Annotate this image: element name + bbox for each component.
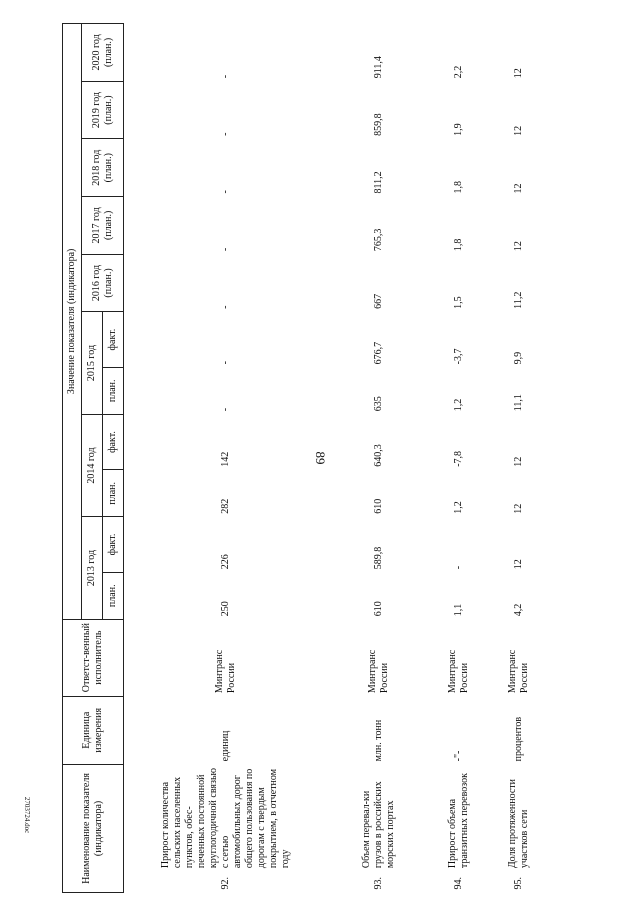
row-name: Доля протяженности участков сети [506, 778, 530, 869]
value-2016-plan: 11,2 [512, 291, 524, 309]
header-2019: 2019 год (план.) [82, 81, 124, 139]
value-2014-fact: 640,3 [372, 444, 384, 467]
header-2015: 2015 год [82, 312, 103, 414]
value-2017-plan: 12 [512, 241, 524, 252]
row-unit: млн. тонн [372, 719, 384, 762]
value-2013-plan: 610 [372, 601, 384, 617]
footer-doc-code [20, 740, 34, 890]
header-2015-fact: факт. [103, 312, 124, 368]
row-executor: Минтранс России [214, 649, 238, 694]
value-2013-fact: 589,8 [372, 546, 384, 570]
value-2019-plan: 1,9 [452, 123, 464, 136]
header-value-group: Значение показателя (индикатора) [63, 24, 82, 620]
row-name: Прирост количества сельских населенных пунктов, обес-печенных постоянной круглогодичной связью с сетью автомобильных дорог общего пользования по дорогам с твердым покрытием, в отчетном году [160, 768, 292, 869]
page-number-text: 89 [313, 451, 328, 465]
row-executor: Минтранс России [366, 649, 390, 694]
header-2014-plan: план. [103, 470, 124, 517]
value-2015-fact: -3,7 [452, 348, 464, 365]
row-unit: единиц [220, 730, 232, 762]
value-2017-plan: 1,8 [452, 238, 464, 252]
value-2013-fact: 12 [512, 559, 524, 570]
row-name: Объем перевал-ки грузов в российских морских портах [360, 781, 396, 869]
row-index: 95. [512, 877, 524, 890]
header-2013-plan: план. [103, 572, 124, 619]
table-header [63, 24, 124, 893]
value-2019-plan: 859,8 [372, 113, 384, 136]
value-2019-plan: - [220, 132, 232, 136]
value-2014-fact: -7,8 [452, 450, 464, 467]
value-2013-fact: - [452, 565, 464, 570]
footer-doc-code-text: 2703724.doc [23, 796, 31, 834]
value-2020-plan: 2,2 [452, 65, 464, 79]
table-row-92 [124, 24, 329, 893]
value-2013-plan: 4,2 [512, 603, 524, 617]
value-2017-plan: 765,3 [372, 228, 384, 252]
value-2018-plan: 12 [512, 183, 524, 194]
value-2014-plan: 282 [220, 498, 232, 514]
table-body [124, 24, 549, 893]
value-2014-fact: 142 [220, 451, 232, 467]
row-index: 92. [220, 877, 232, 890]
header-2013: 2013 год [82, 517, 103, 619]
value-2015-plan: 11,1 [512, 394, 524, 412]
value-2013-plan: 1,1 [452, 603, 464, 617]
value-2015-plan: 1,2 [452, 398, 464, 412]
header-unit: Единица измерения [63, 696, 124, 764]
header-2016: 2016 год (план.) [82, 254, 124, 312]
row-index: 94. [452, 877, 464, 890]
value-2013-plan: 250 [220, 601, 232, 617]
header-executor: Ответст-венный исполнитель [63, 619, 124, 696]
value-2014-plan: 1,2 [452, 501, 464, 514]
value-2015-fact: - [220, 360, 232, 365]
header-2013-fact: факт. [103, 517, 124, 573]
header-2018: 2018 год (план.) [82, 139, 124, 197]
value-2015-plan: - [220, 407, 232, 412]
header-2014-fact: факт. [103, 414, 124, 470]
row-unit: -"- [452, 750, 464, 762]
header-name: Наименование показателя (индикатора) [63, 764, 124, 892]
value-2020-plan: 911,4 [372, 56, 384, 79]
row-executor: Минтранс России [506, 649, 530, 694]
value-2020-plan: - [220, 74, 232, 79]
value-2015-plan: 635 [372, 396, 384, 412]
header-2014: 2014 год [82, 414, 103, 516]
header-2017: 2017 год (план.) [82, 197, 124, 255]
value-2014-plan: 610 [372, 498, 384, 514]
value-2013-fact: 226 [220, 554, 232, 570]
value-2018-plan: - [220, 190, 232, 194]
header-2020: 2020 год (план.) [82, 24, 124, 82]
row-executor: Минтранс России [446, 649, 470, 694]
value-2016-plan: - [220, 305, 232, 309]
value-2019-plan: 12 [512, 125, 524, 136]
table-row-93 [329, 24, 429, 893]
value-2020-plan: 12 [512, 68, 524, 79]
value-2017-plan: - [220, 247, 232, 252]
table-row-95 [489, 24, 549, 893]
indicator-table [62, 23, 549, 893]
value-2014-plan: 12 [512, 503, 524, 514]
value-2015-fact: 676,7 [372, 341, 384, 365]
rotated-table-container [62, 13, 632, 893]
header-2015-plan: план. [103, 367, 124, 414]
table-row-94 [429, 24, 489, 893]
row-index: 93. [372, 877, 384, 890]
value-2016-plan: 667 [372, 293, 384, 309]
row-name: Прирост объема транзитных перевозок [446, 773, 470, 869]
value-2016-plan: 1,5 [452, 296, 464, 309]
value-2018-plan: 1,8 [452, 181, 464, 194]
value-2014-fact: 12 [512, 456, 524, 467]
row-unit: процентов [512, 716, 524, 762]
value-2018-plan: 811,2 [372, 171, 384, 194]
value-2015-fact: 9,9 [512, 351, 524, 365]
